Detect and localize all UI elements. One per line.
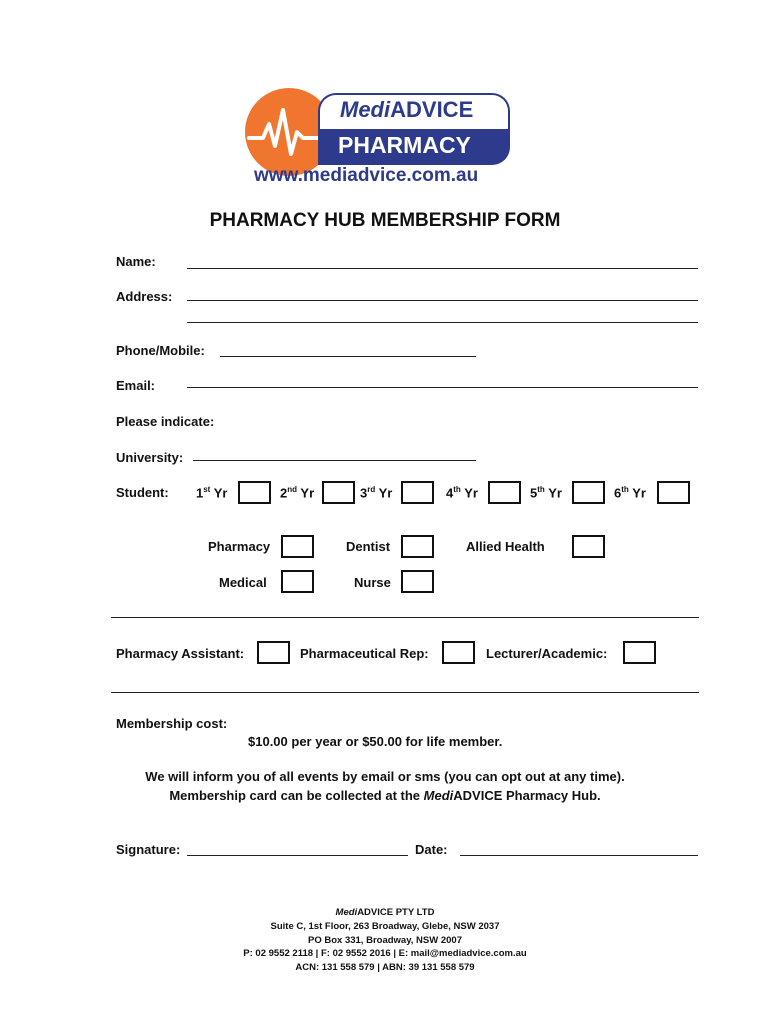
- phone-label: Phone/Mobile:: [116, 343, 205, 358]
- address-field-line1[interactable]: [187, 300, 698, 301]
- pharmaceutical-rep-label: Pharmaceutical Rep:: [300, 646, 429, 661]
- signature-label: Signature:: [116, 842, 181, 857]
- pharmacy-assistant-checkbox[interactable]: [257, 641, 290, 664]
- university-label: University:: [116, 450, 184, 465]
- year-5-label: 5th Yr: [530, 485, 562, 501]
- allied-health-checkbox[interactable]: [572, 535, 605, 558]
- year-5-checkbox[interactable]: [572, 481, 605, 504]
- pharmacy-checkbox[interactable]: [281, 535, 314, 558]
- year-6-checkbox[interactable]: [657, 481, 690, 504]
- page-title: PHARMACY HUB MEMBERSHIP FORM: [209, 210, 561, 231]
- year-2-label: 2nd Yr: [280, 485, 315, 501]
- divider: [111, 692, 699, 693]
- dentist-label: Dentist: [346, 539, 391, 554]
- email-field[interactable]: [187, 387, 698, 388]
- info-line-1: We will inform you of all events by email or sms (you can opt out at any time).: [145, 769, 625, 784]
- membership-cost-label: Membership cost:: [116, 716, 228, 731]
- logo-brand-sub: PHARMACY: [338, 132, 471, 158]
- footer-company: MediADVICE PTY LTD: [335, 907, 435, 918]
- year-1-label: 1st Yr: [196, 485, 228, 501]
- divider: [111, 617, 699, 618]
- phone-field[interactable]: [220, 356, 476, 357]
- footer-contacts: P: 02 9552 2118 | F: 02 9552 2016 | E: mail@mediadvice.com.au: [243, 948, 527, 959]
- name-label: Name:: [116, 254, 156, 269]
- dentist-checkbox[interactable]: [401, 535, 434, 558]
- signature-field[interactable]: [187, 855, 408, 856]
- footer-acn-abn: ACN: 131 558 579 | ABN: 39 131 558 579: [295, 962, 475, 973]
- lecturer-academic-label: Lecturer/Academic:: [486, 646, 608, 661]
- info-line-2: Membership card can be collected at the MediADVICE Pharmacy Hub.: [169, 788, 601, 803]
- university-field[interactable]: [193, 460, 476, 461]
- student-label: Student:: [116, 485, 169, 500]
- year-1-checkbox[interactable]: [238, 481, 271, 504]
- year-3-label: 3rd Yr: [360, 485, 393, 501]
- pharmaceutical-rep-checkbox[interactable]: [442, 641, 475, 664]
- lecturer-academic-checkbox[interactable]: [623, 641, 656, 664]
- membership-cost-text: $10.00 per year or $50.00 for life member.: [248, 734, 503, 749]
- year-2-checkbox[interactable]: [322, 481, 355, 504]
- medical-checkbox[interactable]: [281, 570, 314, 593]
- email-label: Email:: [116, 378, 156, 393]
- date-field[interactable]: [460, 855, 698, 856]
- year-4-label: 4th Yr: [446, 485, 478, 501]
- allied-health-label: Allied Health: [466, 539, 545, 554]
- pharmacy-label: Pharmacy: [208, 539, 271, 554]
- nurse-checkbox[interactable]: [401, 570, 434, 593]
- logo-brand-name: MediADVICE: [340, 97, 474, 122]
- pharmacy-assistant-label: Pharmacy Assistant:: [116, 646, 245, 661]
- footer-po-box: PO Box 331, Broadway, NSW 2007: [308, 935, 462, 946]
- logo-url: www.mediadvice.com.au: [254, 165, 479, 186]
- name-field[interactable]: [187, 268, 698, 269]
- year-4-checkbox[interactable]: [488, 481, 521, 504]
- medical-label: Medical: [219, 575, 267, 590]
- footer-address: Suite C, 1st Floor, 263 Broadway, Glebe, NSW 2037: [270, 921, 500, 932]
- year-6-label: 6th Yr: [614, 485, 646, 501]
- address-field-line2[interactable]: [187, 322, 698, 323]
- address-label: Address:: [116, 289, 173, 304]
- year-3-checkbox[interactable]: [401, 481, 434, 504]
- indicate-label: Please indicate:: [116, 414, 215, 429]
- nurse-label: Nurse: [354, 575, 391, 590]
- date-label: Date:: [415, 842, 448, 857]
